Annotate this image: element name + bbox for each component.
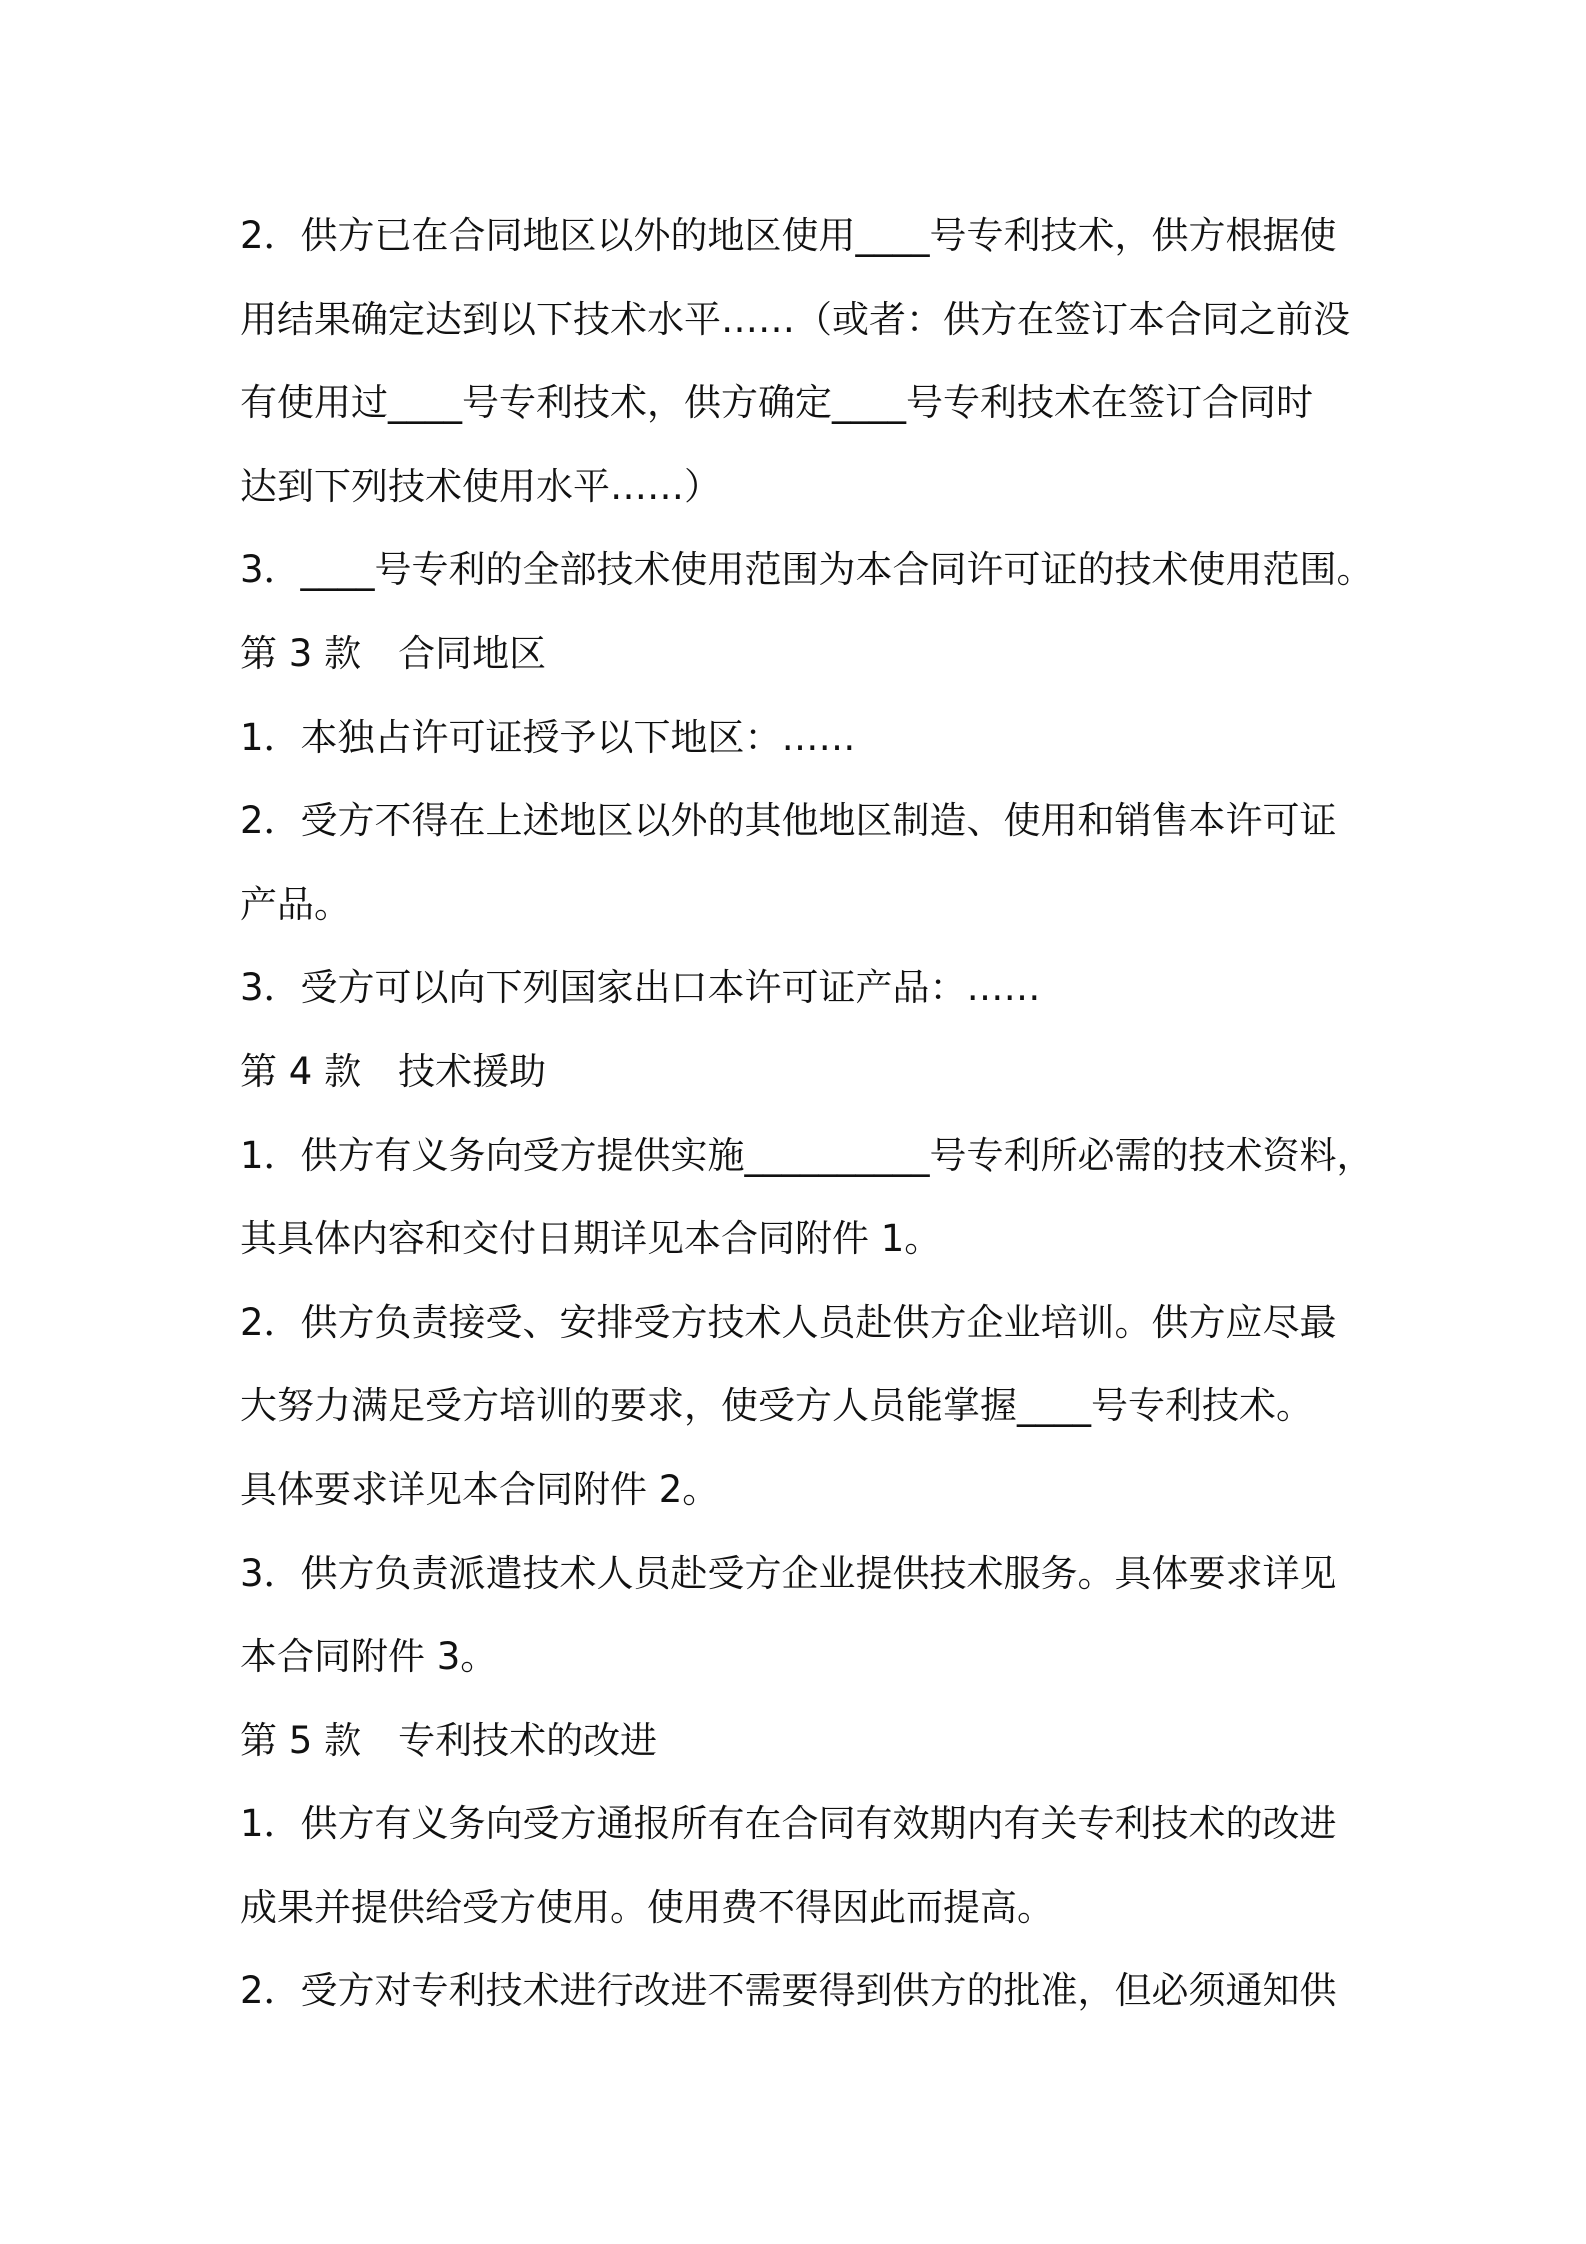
text-line: 2．供方负责接受、安排受方技术人员赴供方企业培训。供方应尽最 bbox=[240, 1300, 1337, 1344]
text-line: 2．受方对专利技术进行改进不需要得到供方的批准，但必须通知供 bbox=[240, 1969, 1337, 2013]
text-line: 本合同附件 3。 bbox=[240, 1635, 498, 1679]
section-heading: 第 5 款 专利技术的改进 bbox=[240, 1718, 658, 1762]
text-line: 用结果确定达到以下技术水平……（或者：供方在签订本合同之前没 bbox=[240, 297, 1350, 341]
text-line: 具体要求详见本合同附件 2。 bbox=[240, 1467, 720, 1511]
text-line: 1．供方有义务向受方提供实施__________号专利所必需的技术资料， bbox=[240, 1133, 1374, 1177]
section-heading: 第 3 款 合同地区 bbox=[240, 631, 547, 675]
text-line: 3．供方负责派遣技术人员赴受方企业提供技术服务。具体要求详见 bbox=[240, 1551, 1337, 1595]
text-line: 达到下列技术使用水平……） bbox=[240, 464, 721, 508]
text-line: 成果并提供给受方使用。使用费不得因此而提高。 bbox=[240, 1885, 1054, 1929]
text-line: 1．供方有义务向受方通报所有在合同有效期内有关专利技术的改进 bbox=[240, 1802, 1337, 1846]
text-line: 其具体内容和交付日期详见本合同附件 1。 bbox=[240, 1217, 942, 1261]
text-line: 2．供方已在合同地区以外的地区使用____号专利技术，供方根据使 bbox=[240, 214, 1337, 257]
text-line: 3．____号专利的全部技术使用范围为本合同许可证的技术使用范围。 bbox=[240, 548, 1374, 592]
text-line: 3．受方可以向下列国家出口本许可证产品：…… bbox=[240, 966, 1041, 1010]
section-heading: 第 4 款 技术援助 bbox=[240, 1049, 547, 1093]
text-line: 2．受方不得在上述地区以外的其他地区制造、使用和销售本许可证 bbox=[240, 799, 1337, 843]
document-body bbox=[240, 194, 1380, 2033]
text-line: 产品。 bbox=[240, 882, 351, 926]
text-line: 1．本独占许可证授予以下地区：…… bbox=[240, 715, 856, 759]
text-line: 有使用过____号专利技术，供方确定____号专利技术在签订合同时 bbox=[240, 381, 1313, 425]
text-line: 大努力满足受方培训的要求，使受方人员能掌握____号专利技术。 bbox=[240, 1384, 1313, 1428]
